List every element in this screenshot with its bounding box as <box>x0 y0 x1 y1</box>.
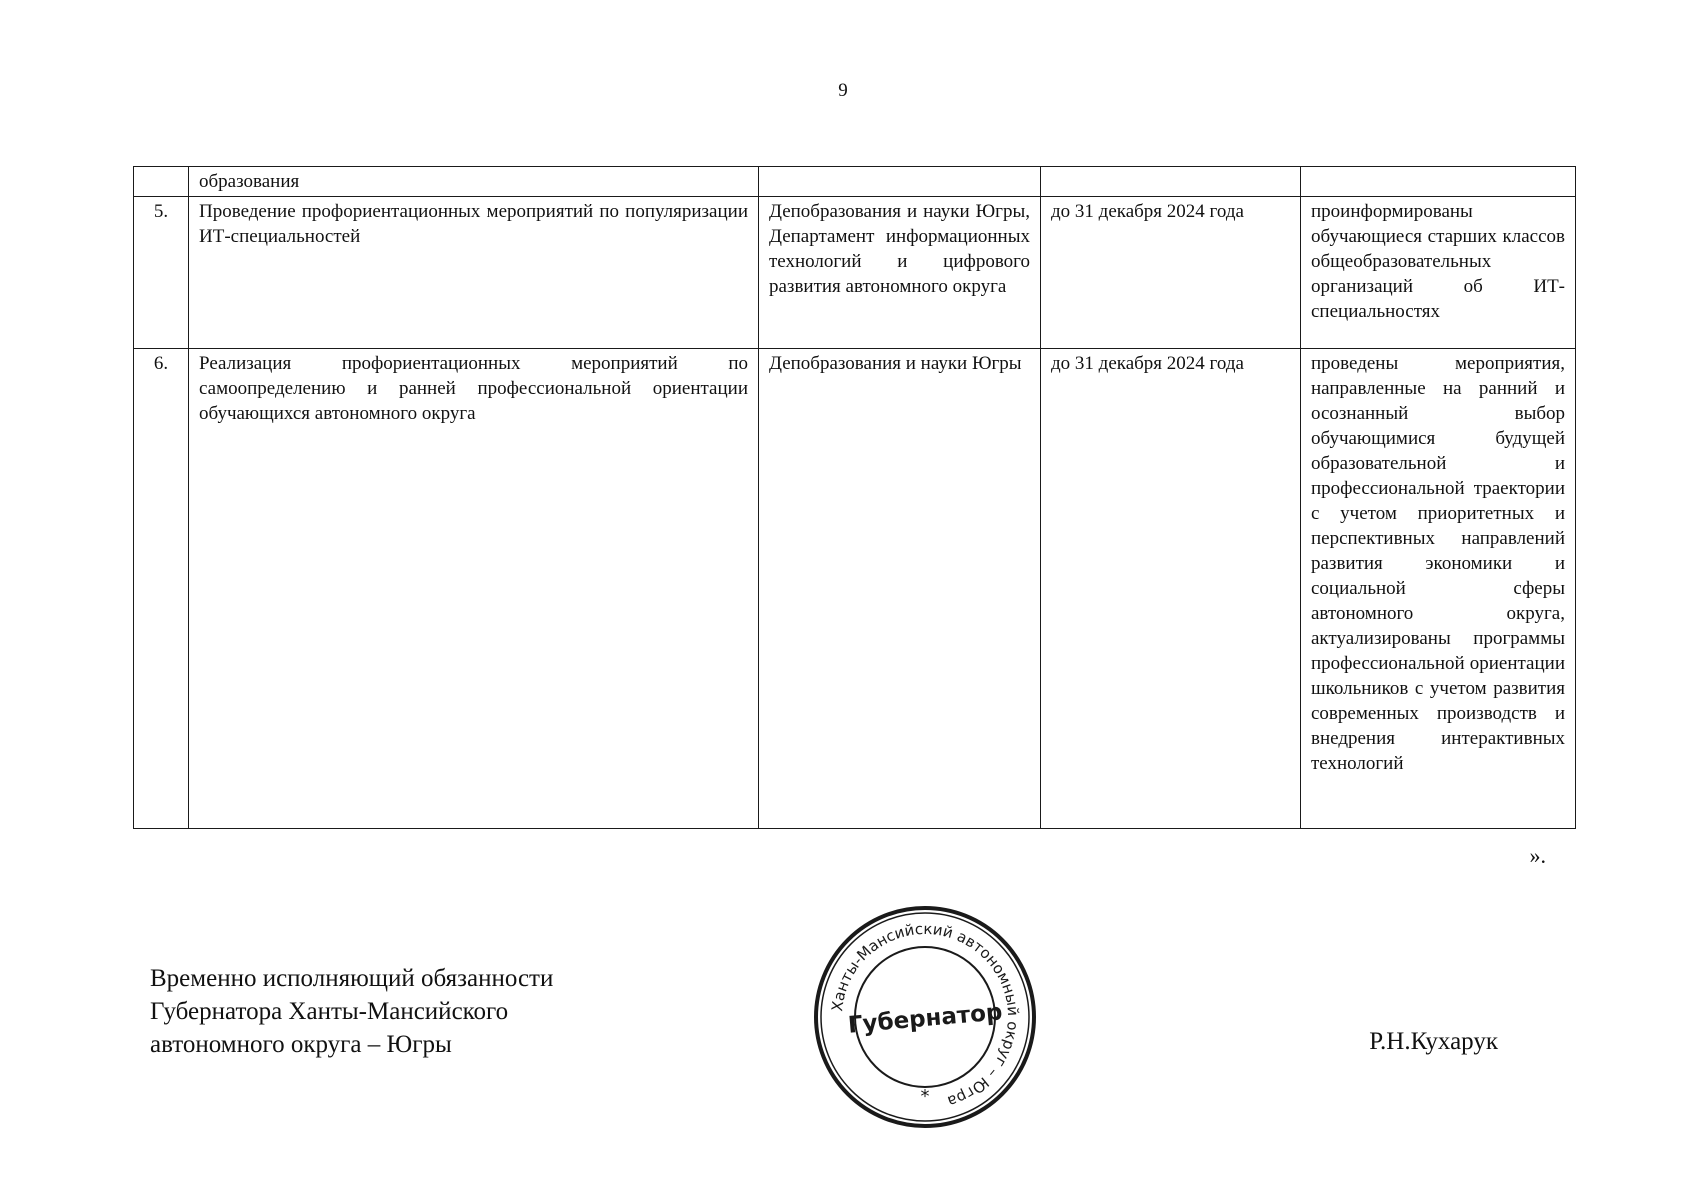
row-number-cell <box>134 167 189 197</box>
table-row <box>134 167 1576 197</box>
official-seal <box>812 904 1038 1130</box>
signer-name: Р.Н.Кухарук <box>1369 1028 1498 1055</box>
responsible-cell <box>759 167 1041 197</box>
closing-quote-mark: ». <box>1529 843 1546 868</box>
position-line: Временно исполняющий обязанности <box>150 965 554 992</box>
deadline-cell <box>1041 167 1301 197</box>
event-cell: Реализация профориентационных мероприятий по самоопределению и ранней профессиональной ориентации обучающихся автономного округа <box>189 349 759 829</box>
position-line: автономного округа – Югры <box>150 1031 452 1058</box>
page-number: 9 <box>838 80 848 101</box>
deadline-cell: до 31 декабря 2024 года <box>1041 197 1301 349</box>
row-number-cell: 6. <box>134 349 189 829</box>
deadline-cell: до 31 декабря 2024 года <box>1041 349 1301 829</box>
position-line: Губернатора Ханты-Мансийского <box>150 998 509 1025</box>
table-row <box>134 349 1576 829</box>
result-cell <box>1301 167 1576 197</box>
seal-center-text: Губернатор <box>846 999 1004 1039</box>
seal-ring-text: Ханты-Мансийский автономный округ – Югра <box>828 919 1023 1111</box>
seal-star-icon: * <box>920 1086 930 1107</box>
event-cell: Проведение профориентационных мероприятий по популяризации ИТ-специальностей <box>189 197 759 349</box>
table-row <box>134 197 1576 349</box>
result-cell: проведены мероприятия, направленные на ранний и осознанный выбор обучающимися будущей образовательной и профессиональной траектории с учетом приоритетных и перспективных направлений развития экономики и социальной сферы автономного округа, актуализированы программы профессиональной ориентации школьников с учетом развития современных производств и внедрения интерактивных технологий <box>1301 349 1576 829</box>
plan-table <box>133 166 1576 829</box>
row-number-cell: 5. <box>134 197 189 349</box>
result-cell: проинформированы обучающиеся старших классов общеобразовательных организаций об ИТ-специальностях <box>1301 197 1576 349</box>
signatory-position <box>150 962 553 1061</box>
responsible-cell: Депобразования и науки Югры <box>759 349 1041 829</box>
event-cell: образования <box>189 167 759 197</box>
responsible-cell: Депобразования и науки Югры, Департамент информационных технологий и цифрового развития автономного округа <box>759 197 1041 349</box>
